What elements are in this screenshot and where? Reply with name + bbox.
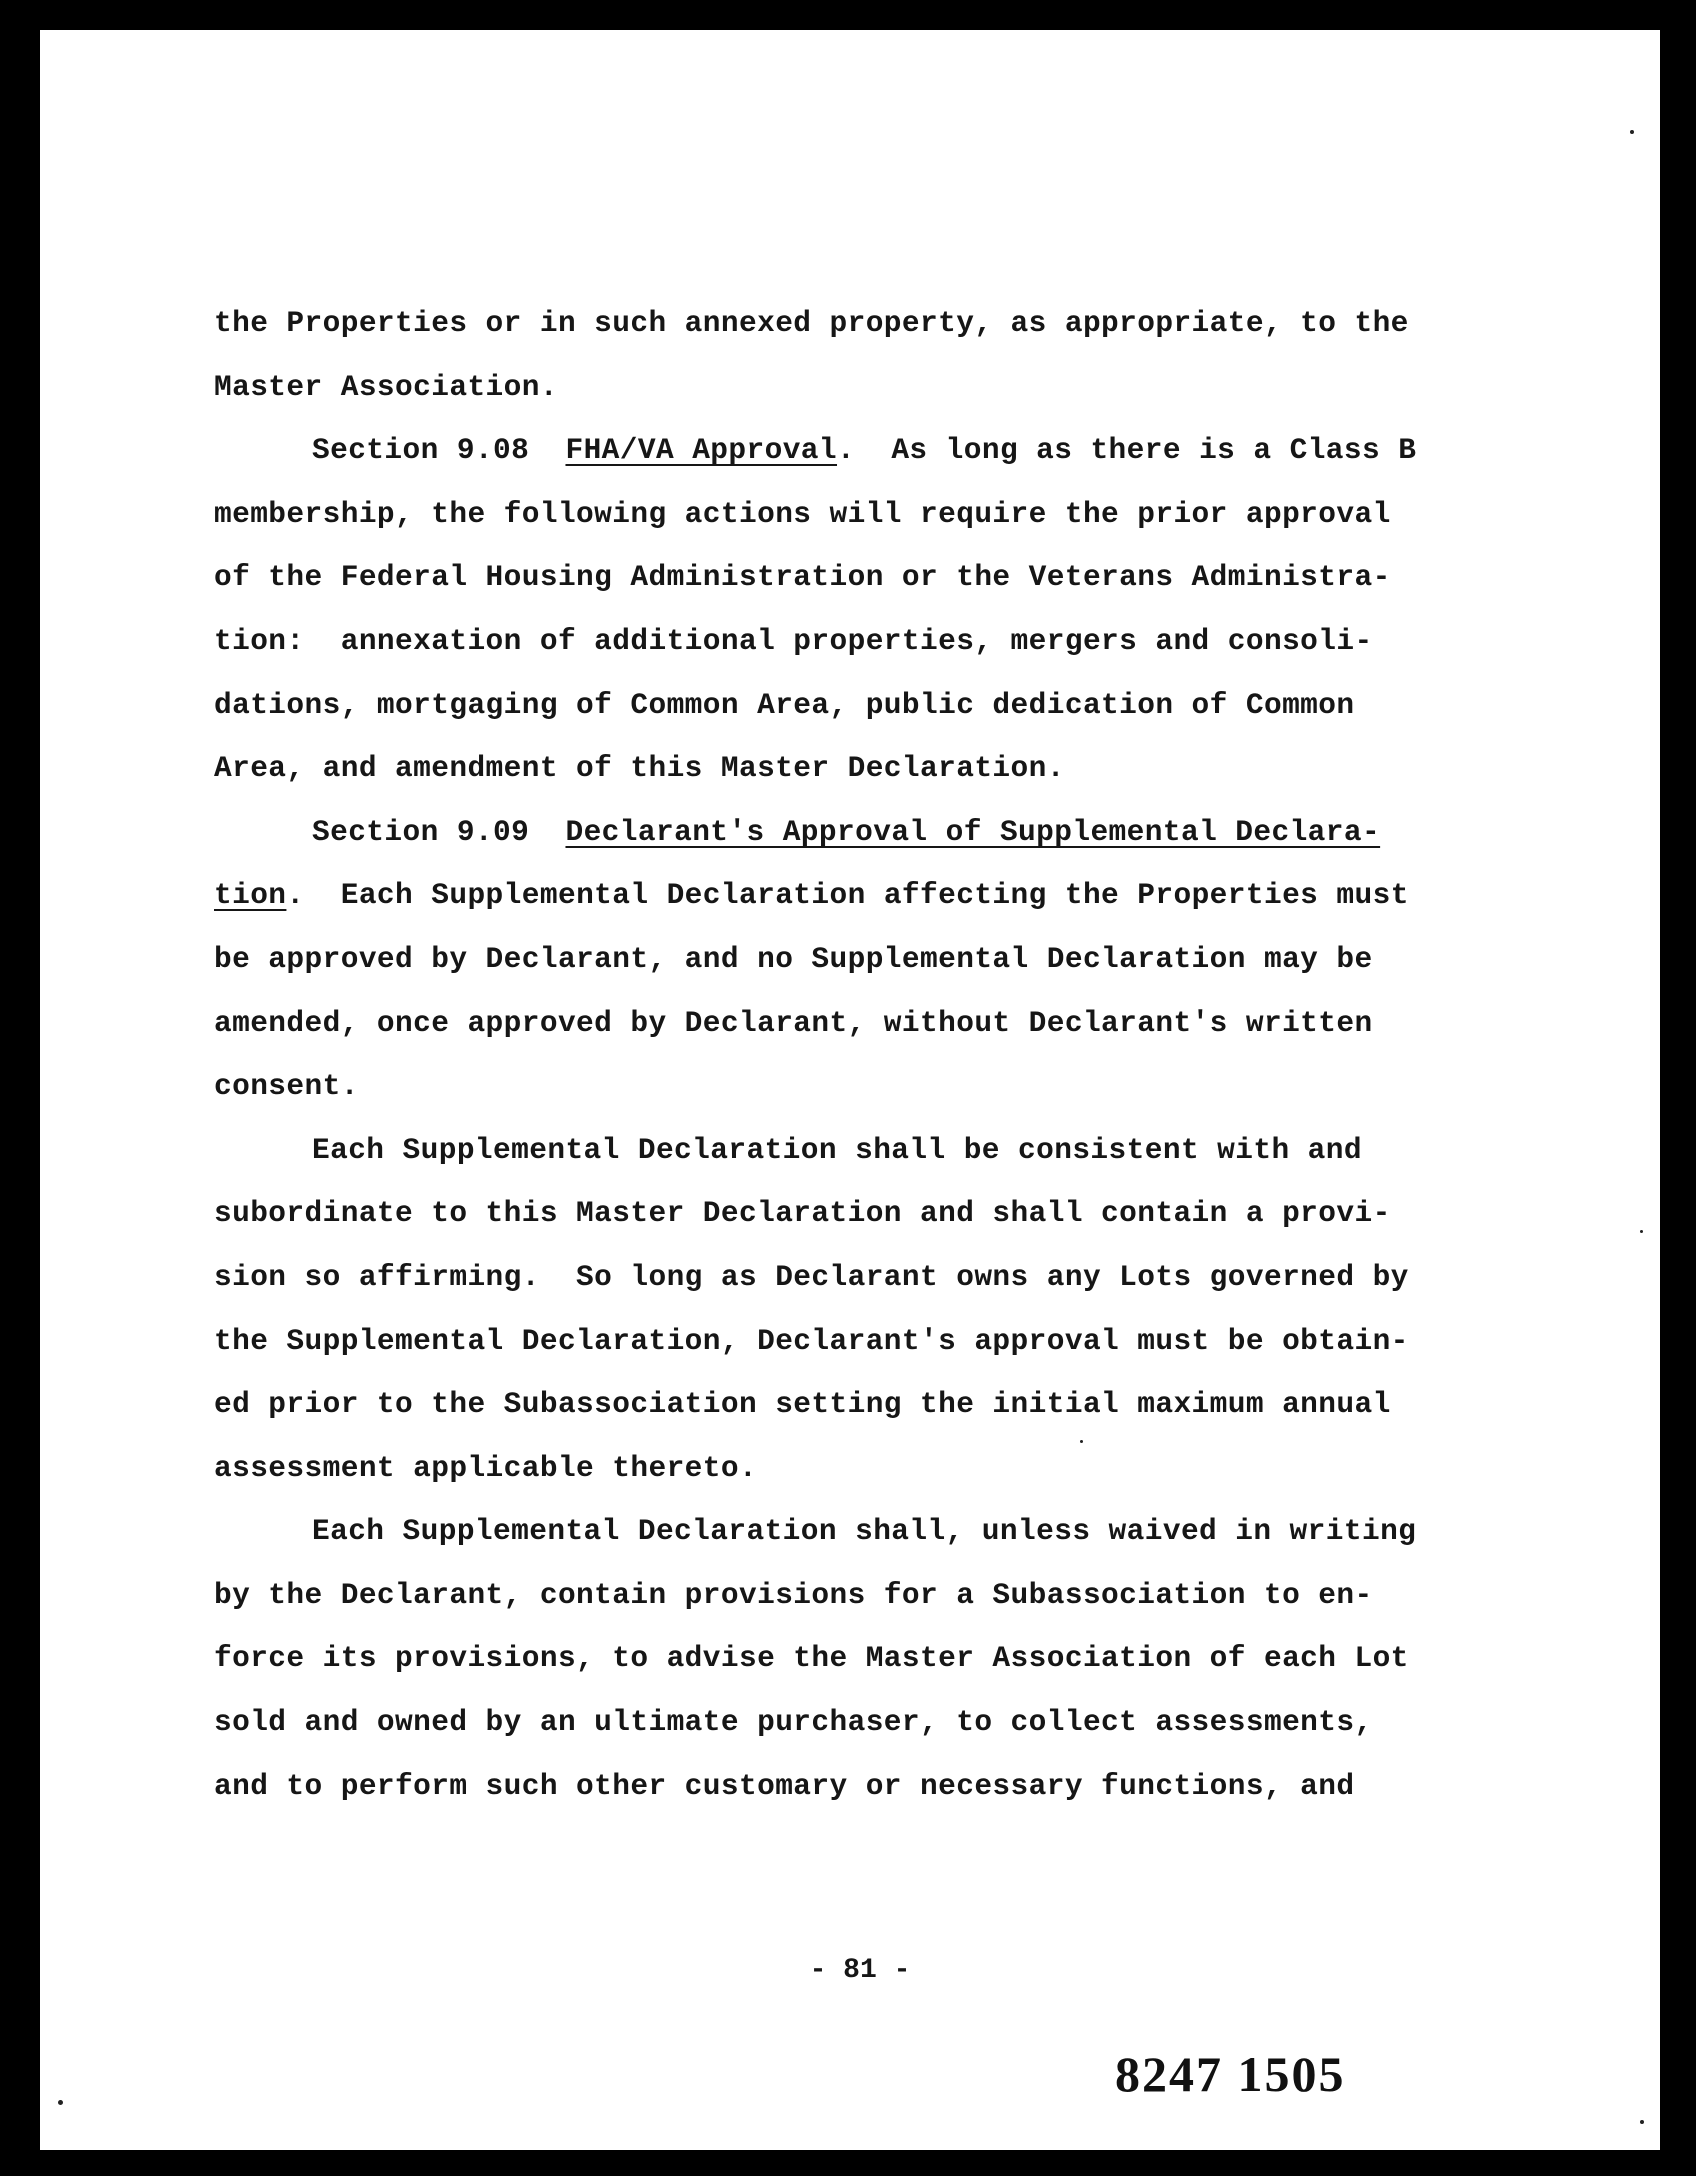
text-line: be approved by Declarant, and no Supplemental Declaration may be — [214, 941, 1373, 976]
paragraph-start-line: Each Supplemental Declaration shall, unless waived in writing — [312, 1514, 1417, 1549]
text-line: Master Association. — [214, 369, 558, 404]
text-line: assessment applicable thereto. — [214, 1450, 758, 1485]
section-9-08-lead: . As long as there is a Class B — [837, 433, 1417, 468]
text-line: force its provisions, to advise the Master Association of each Lot — [214, 1641, 1409, 1676]
document-number: 8247 1505 — [1115, 2046, 1346, 2102]
scan-speck — [1640, 2120, 1644, 2124]
text-line: membership, the following actions will require the prior approval — [214, 496, 1391, 531]
text-line: the Supplemental Declaration, Declarant's approval must be obtain- — [214, 1323, 1409, 1358]
document-page — [40, 30, 1660, 2150]
section-9-09-title-part2: tion — [214, 878, 287, 913]
section-9-09-title-cont-line — [214, 864, 1554, 928]
text-line: sion so affirming. So long as Declarant owns any Lots governed by — [214, 1259, 1409, 1294]
section-9-09-number: Section 9.09 — [312, 814, 530, 849]
text-line: by the Declarant, contain provisions for a Subassociation to en- — [214, 1577, 1373, 1612]
text-line: subordinate to this Master Declaration and shall contain a provi- — [214, 1196, 1391, 1231]
scan-speck — [1640, 1230, 1643, 1233]
text-line: amended, once approved by Declarant, without Declarant's written — [214, 1005, 1373, 1040]
body-text — [214, 292, 1554, 1818]
text-line: Area, and amendment of this Master Declaration. — [214, 751, 1065, 786]
text-line: tion: annexation of additional properties, mergers and consoli- — [214, 623, 1373, 658]
text-line: sold and owned by an ultimate purchaser, to collect assessments, — [214, 1705, 1373, 1740]
section-9-08-number: Section 9.08 — [312, 433, 530, 468]
text-line: of the Federal Housing Administration or the Veterans Administra- — [214, 560, 1391, 595]
text-line: dations, mortgaging of Common Area, public dedication of Common — [214, 687, 1355, 722]
scan-speck — [1630, 130, 1634, 134]
text-line: consent. — [214, 1069, 359, 1104]
section-9-08-heading-line — [214, 419, 1554, 483]
section-9-08-title: FHA/VA Approval — [565, 433, 838, 468]
section-9-09-heading-line — [214, 801, 1554, 865]
scan-speck — [1080, 1440, 1083, 1443]
section-9-09-title-part1: Declarant's Approval of Supplemental Declara- — [565, 814, 1381, 849]
page-number: - 81 - — [809, 1955, 911, 1986]
scan-speck — [58, 2100, 63, 2105]
text-line: and to perform such other customary or necessary functions, and — [214, 1768, 1355, 1803]
text-line: ed prior to the Subassociation setting the initial maximum annual — [214, 1387, 1391, 1422]
paragraph-start-line: Each Supplemental Declaration shall be consistent with and — [312, 1132, 1362, 1167]
text-line: the Properties or in such annexed property, as appropriate, to the — [214, 306, 1409, 340]
section-9-09-lead: . Each Supplemental Declaration affecting the Properties must — [286, 878, 1409, 913]
